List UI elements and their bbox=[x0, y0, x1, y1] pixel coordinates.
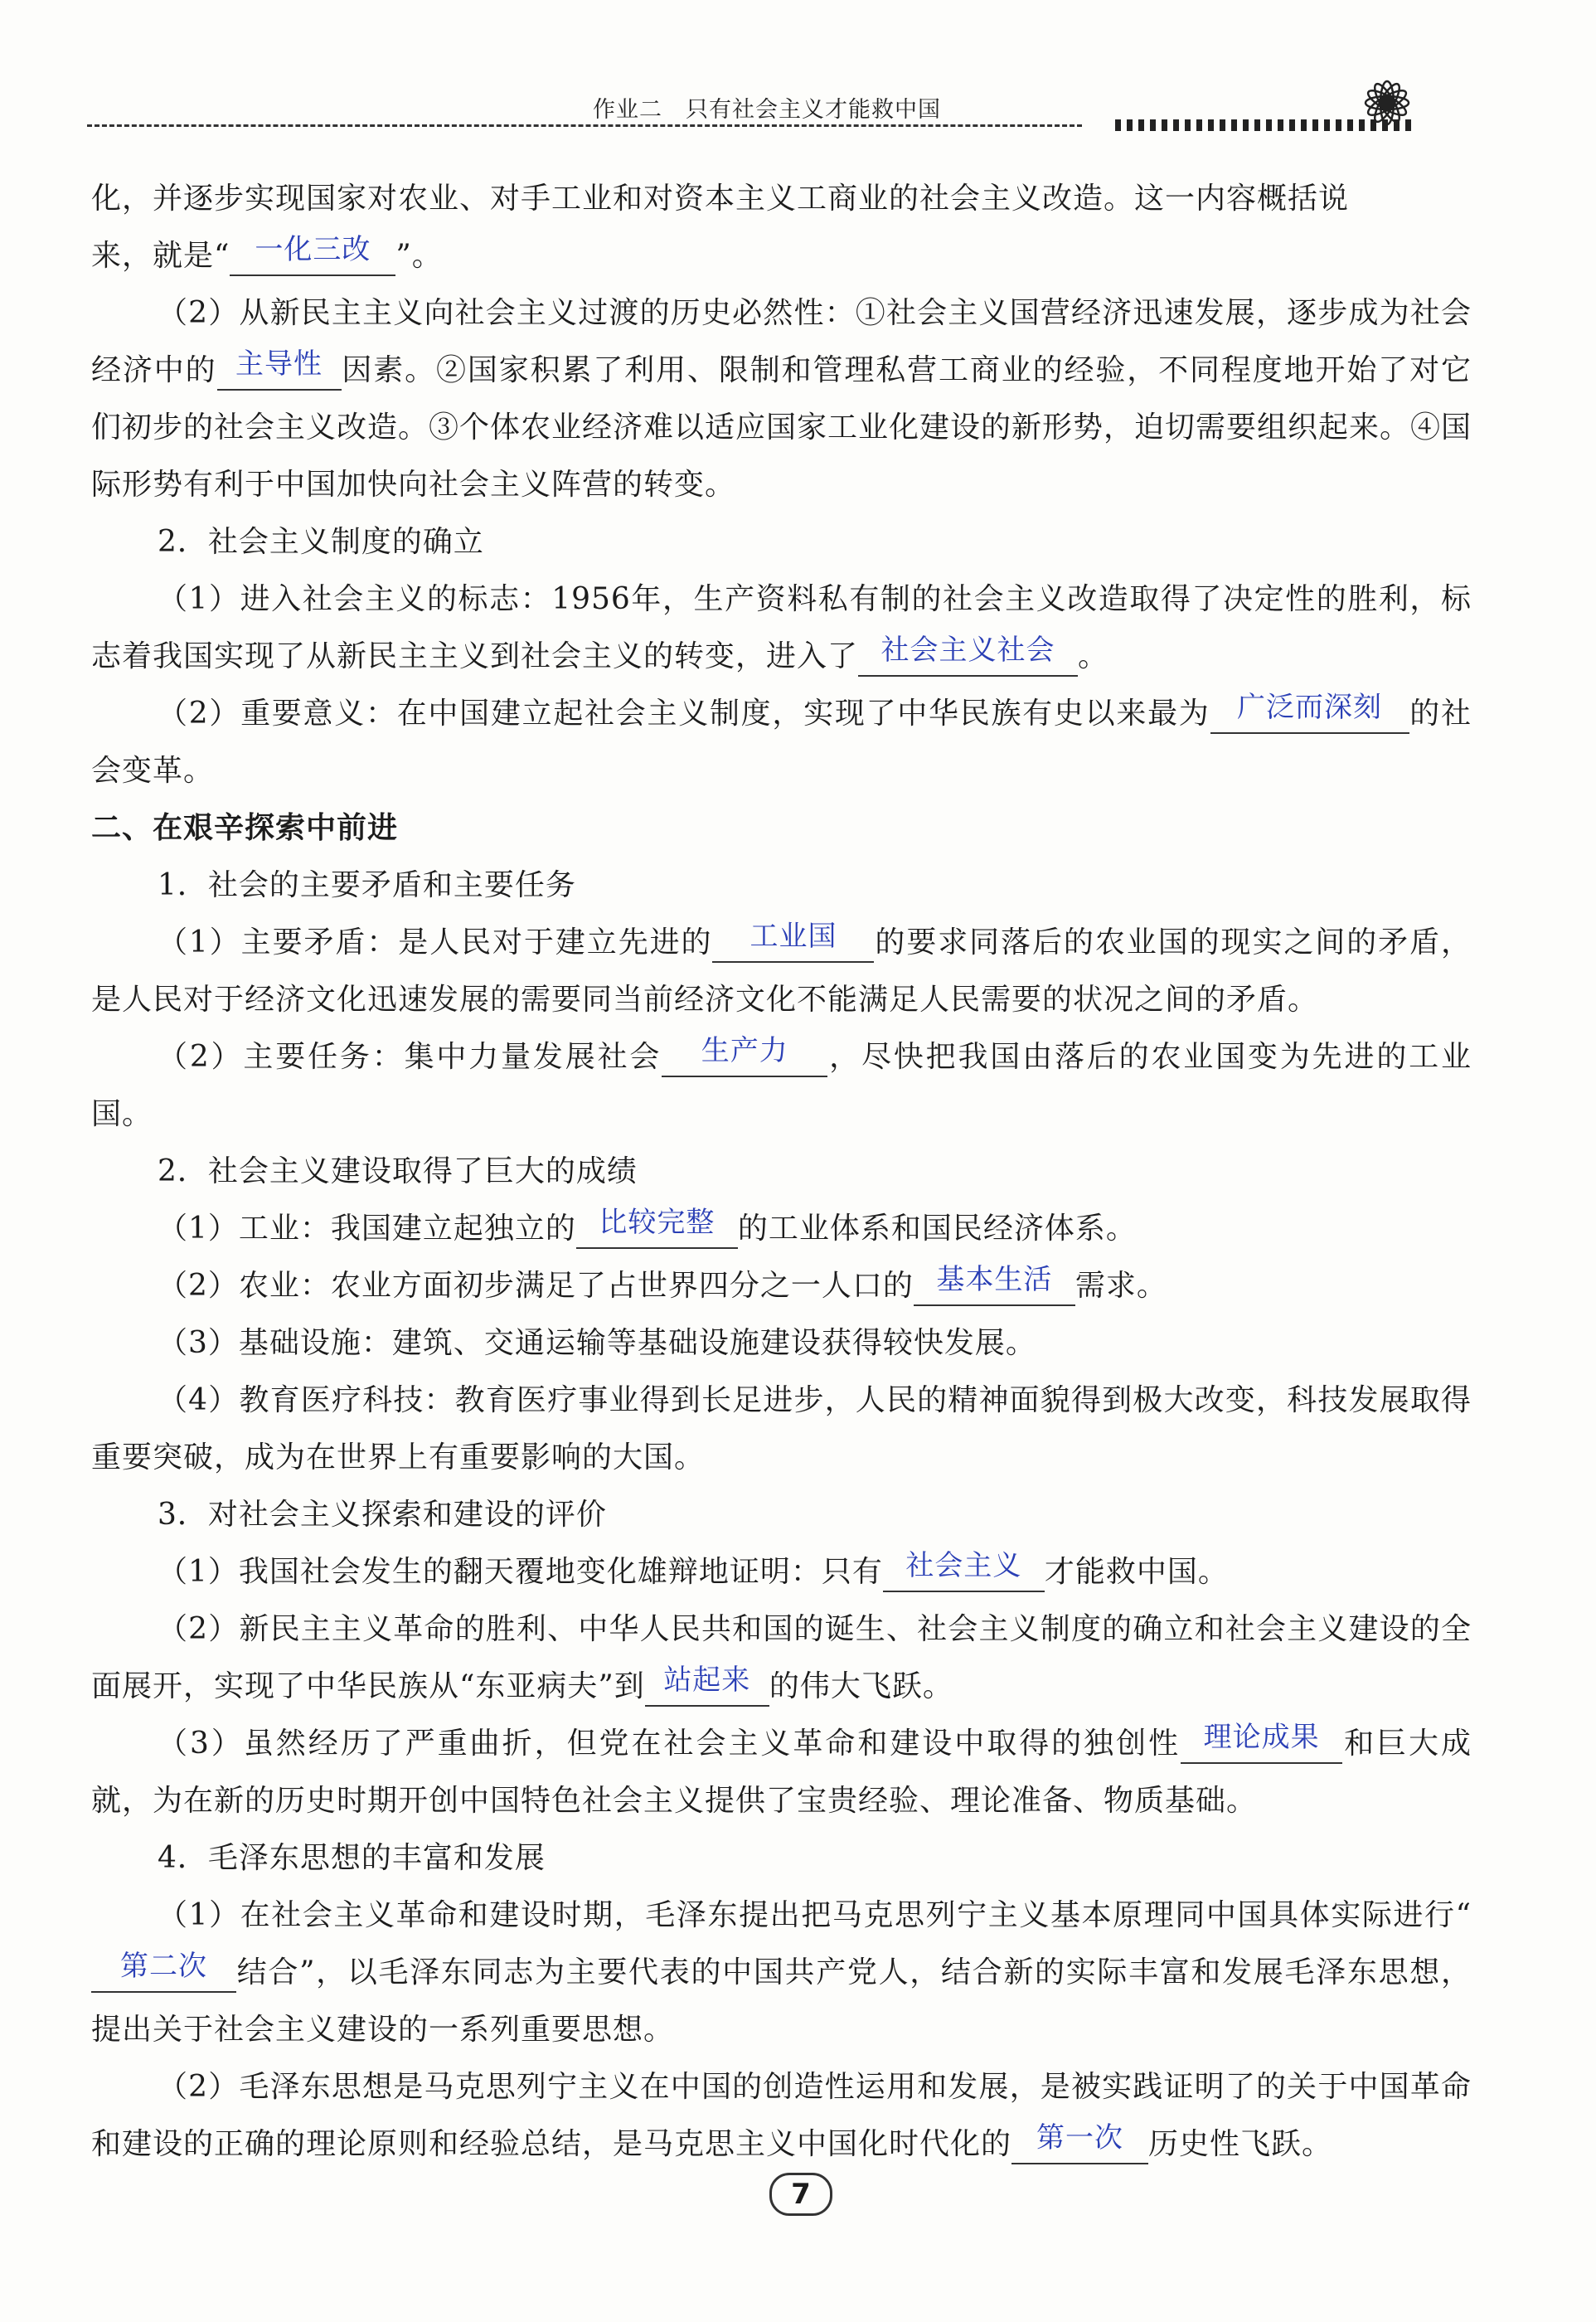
answer-text: 广泛而深刻 bbox=[1237, 691, 1383, 724]
text: （1）在社会主义革命和建设时期，毛泽东提出把马克思列宁主义基本原理同中国具体实际进行“ bbox=[158, 1898, 1472, 1932]
answer-blank[interactable] bbox=[858, 634, 1078, 677]
answer-blank[interactable] bbox=[230, 233, 395, 276]
text: （2）从新民主主义向社会主义过渡的历史必然性：①社会主义国营经济迅速发展，逐步成为 bbox=[158, 296, 1410, 330]
text-line bbox=[91, 170, 1472, 227]
subheading bbox=[91, 1143, 1472, 1200]
answer-text: 理论成果 bbox=[1203, 1721, 1320, 1754]
answer-text: 第一次 bbox=[1036, 2121, 1124, 2154]
text: 历史性飞跃。 bbox=[1148, 2127, 1333, 2161]
answer-blank[interactable] bbox=[662, 1034, 827, 1077]
text: 和巨大成就，为在新的历史时期开创中国特色社会主义提供了宝贵经验、理论准备、物质基础。 bbox=[91, 1727, 1472, 1818]
header-dashed-rule bbox=[87, 124, 1082, 127]
answer-blank[interactable] bbox=[217, 347, 342, 391]
text-paragraph bbox=[91, 2058, 1472, 2173]
answer-text: 基本生活 bbox=[936, 1263, 1053, 1296]
text-paragraph bbox=[91, 1601, 1472, 1715]
text-paragraph bbox=[91, 1543, 1472, 1601]
answer-blank[interactable] bbox=[712, 920, 874, 963]
subheading bbox=[91, 1829, 1472, 1887]
text: （2）农业：农业方面初步满足了占世界四分之一人口的 bbox=[158, 1269, 914, 1303]
text: （1）主要矛盾：是人民对于建立先进的 bbox=[158, 925, 713, 959]
subheading bbox=[91, 857, 1472, 914]
text: 的社会变革。 bbox=[91, 697, 1472, 788]
text-paragraph bbox=[91, 571, 1472, 685]
text-paragraph bbox=[91, 1257, 1472, 1314]
text: 化，并逐步实现国家对农业、对手工业和对资本主义工商业的社会主义改造。这一内容概括说 bbox=[91, 182, 1350, 216]
answer-blank[interactable] bbox=[1181, 1721, 1342, 1764]
text: 社会经济中的 bbox=[91, 296, 1472, 387]
text-paragraph bbox=[91, 1028, 1472, 1143]
text: （2）新民主主义革命的胜利、中华人民共和国的诞生、社会主义制度的确立和社会主义建设的全面展开，实现了中华民族从“东亚病夫”到 bbox=[91, 1612, 1472, 1703]
text: （1）工业：我国建立起独立的 bbox=[158, 1212, 576, 1246]
text: 2．社会主义制度的确立 bbox=[158, 525, 484, 559]
text-paragraph bbox=[91, 1314, 1472, 1372]
text: （1）进入社会主义的标志：1956年，生产资料私有制的社会主义改造取得了决定性的胜利，标志着我国实现了从新民主主义到社会主义的转变，进入了 bbox=[91, 582, 1472, 673]
text-line bbox=[91, 227, 1472, 284]
page-header bbox=[87, 90, 1463, 164]
answer-blank[interactable] bbox=[1210, 691, 1409, 734]
text: （2）重要意义：在中国建立起社会主义制度，实现了中华民族有史以来最为 bbox=[158, 697, 1210, 731]
text: ，尽快把我国由落后的农业国变为先进的工业国。 bbox=[91, 1040, 1472, 1131]
text: （4）教育医疗科技：教育医疗事业得到长足进步，人民的精神面貌得到极大改变，科技发展取得重要突破，成为在世界上有重要影响的大国。 bbox=[91, 1383, 1472, 1474]
text: （3）虽然经历了严重曲折，但党在社会主义革命和建设中取得的独创性 bbox=[158, 1727, 1181, 1761]
page-number: 7 bbox=[769, 2173, 832, 2216]
answer-text: 一化三改 bbox=[255, 233, 371, 266]
text: 1．社会的主要矛盾和主要任务 bbox=[158, 868, 576, 902]
answer-text: 社会主义社会 bbox=[880, 634, 1055, 667]
answer-text: 社会主义 bbox=[905, 1549, 1022, 1582]
text: 的工业体系和国民经济体系。 bbox=[737, 1212, 1137, 1246]
text-paragraph bbox=[91, 914, 1472, 1028]
text: （2）毛泽东思想是马克思列宁主义在中国的创造性运用和发展，是被实践证明了的关于中国革命和建设的正确的理论原则和经验总结，是马克思主义中国化时代化的 bbox=[91, 2070, 1472, 2161]
text-paragraph bbox=[91, 284, 1472, 513]
answer-blank[interactable] bbox=[91, 1950, 236, 1993]
text: （3）基础设施：建筑、交通运输等基础设施建设获得较快发展。 bbox=[158, 1326, 1036, 1360]
text: 的伟大飞跃。 bbox=[769, 1669, 953, 1703]
text: 需求。 bbox=[1075, 1269, 1167, 1303]
text-paragraph bbox=[91, 685, 1472, 799]
text: 2．社会主义建设取得了巨大的成绩 bbox=[158, 1154, 638, 1188]
text: （2）主要任务：集中力量发展社会 bbox=[158, 1040, 662, 1074]
answer-text: 比较完整 bbox=[599, 1206, 716, 1239]
answer-text: 站起来 bbox=[663, 1664, 751, 1697]
answer-text: 工业国 bbox=[749, 920, 837, 953]
text-paragraph bbox=[91, 1372, 1472, 1486]
text: 结合”，以毛泽东同志为主要代表的中国共产党人，结合新的实际丰富和发展毛泽东思想，提出关于社会主义建设的一系列重要思想。 bbox=[91, 1955, 1472, 2047]
answer-blank[interactable] bbox=[883, 1549, 1045, 1592]
answer-blank[interactable] bbox=[914, 1263, 1075, 1306]
text: 因素。②国家积累了利用、限制和管理私营工商业的经验，不同程度地开始了对它们初步的社会主义改造。③个体农业经济难以适应国家工业化建设的新形势，迫切需要组织起来。④国际形势有利于中国加快向社会主义阵营的转变。 bbox=[91, 353, 1472, 502]
answer-blank[interactable] bbox=[645, 1664, 769, 1707]
text-paragraph bbox=[91, 1715, 1472, 1829]
subheading bbox=[91, 1486, 1472, 1543]
text: 来，就是“ bbox=[91, 239, 230, 273]
flower-icon bbox=[1354, 70, 1420, 136]
header-title: 作业二 只有社会主义才能救中国 bbox=[593, 97, 941, 123]
answer-text: 主导性 bbox=[235, 347, 323, 381]
page-content bbox=[91, 170, 1472, 2173]
text-paragraph bbox=[91, 1887, 1472, 2058]
text: ”。 bbox=[395, 239, 443, 273]
text-paragraph bbox=[91, 1200, 1472, 1257]
answer-blank[interactable] bbox=[1011, 2121, 1148, 2164]
text: 3．对社会主义探索和建设的评价 bbox=[158, 1498, 607, 1532]
text: 。 bbox=[1078, 639, 1109, 673]
subheading bbox=[91, 513, 1472, 571]
text: （1）我国社会发生的翻天覆地变化雄辩地证明：只有 bbox=[158, 1555, 883, 1589]
answer-blank[interactable] bbox=[576, 1206, 738, 1249]
section-heading bbox=[91, 799, 1472, 857]
answer-text: 生产力 bbox=[701, 1034, 788, 1067]
text: 才能救中国。 bbox=[1044, 1555, 1229, 1589]
text: 4．毛泽东思想的丰富和发展 bbox=[158, 1841, 546, 1875]
text: 的要求同落后的农业国的现实之间的矛盾，是人民对于经济文化迅速发展的需要同当前经济文化不能满足人民需要的状况之间的矛盾。 bbox=[91, 925, 1472, 1017]
answer-text: 第二次 bbox=[120, 1950, 207, 1983]
text: 二、在艰辛探索中前进 bbox=[91, 811, 399, 845]
